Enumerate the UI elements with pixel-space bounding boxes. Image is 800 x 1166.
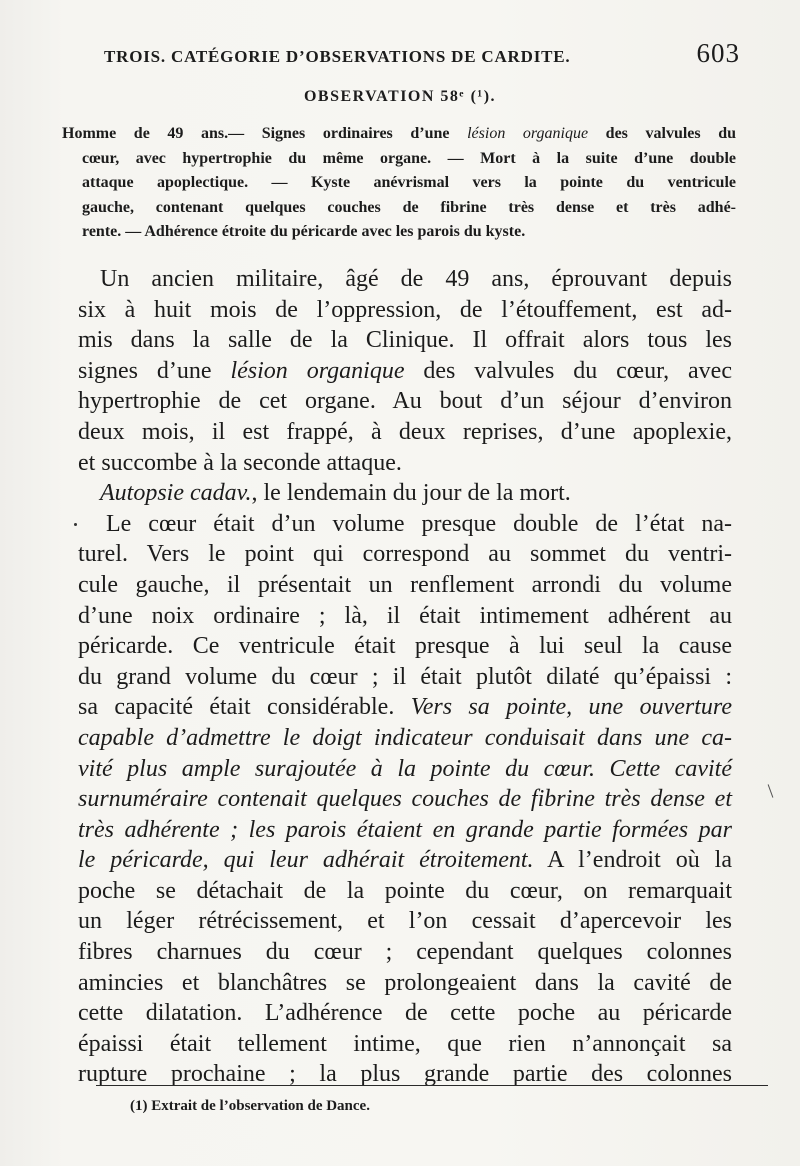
- page-header: [104, 38, 740, 70]
- body-text-run: péricarde. Ce ventricule était presque à lui seul la cause: [78, 633, 732, 660]
- body-text-run: , le lendemain du jour de la mort.: [251, 480, 571, 507]
- body-text-run: un léger rétrécissement, et l’on cessait d’apercevoir les: [78, 908, 732, 935]
- summary-text: Homme de 49 ans.— Signes ordinaires d’une: [62, 125, 468, 142]
- running-head: TROIS. CATÉGORIE D’OBSERVATIONS DE CARDITE.: [104, 47, 571, 66]
- page-number: 603: [696, 38, 740, 68]
- body-line: [78, 295, 732, 326]
- summary-text: attaque apoplectique. — Kyste anévrismal vers la pointe du ventricule: [82, 174, 736, 192]
- body-text-run: sa capacité était considérable.: [78, 694, 411, 721]
- body-text-run: et succombe à la seconde attaque.: [78, 449, 402, 476]
- body-line: [78, 386, 732, 417]
- body-text-run: hypertrophie de cet organe. Au bout d’un séjour d’environ: [78, 388, 732, 415]
- body-line: [78, 631, 732, 662]
- summary-line: [62, 122, 736, 147]
- body-line: [78, 448, 732, 479]
- body-line: [78, 692, 732, 723]
- body-italic-run: capable d’admettre le doigt indicateur conduisait dans une ca-: [78, 724, 732, 751]
- summary-line: [82, 171, 736, 196]
- body-text-run: A l’endroit où la: [533, 847, 732, 874]
- body-italic-run: très adhérente ; les parois étaient en grande partie formées par: [78, 816, 732, 843]
- body-line: [78, 601, 732, 632]
- body-text-run: turel. Vers le point qui correspond au sommet du ventri-: [78, 541, 732, 568]
- body-line: [78, 845, 732, 876]
- ink-mark: [768, 784, 774, 797]
- body-line: [78, 937, 732, 968]
- body-text-run: signes d’une: [78, 357, 231, 384]
- footnote: (1) Extrait de l’observation de Dance.: [130, 1098, 370, 1114]
- body-italic-run: surnuméraire contenait quelques couches de fibrine très dense et: [78, 786, 732, 813]
- body-line: [78, 723, 732, 754]
- observation-title: OBSERVATION 58ᵉ (¹).: [303, 88, 497, 105]
- body-line: [78, 815, 732, 846]
- body-line: [78, 998, 732, 1029]
- body-text-run: épaissi était tellement intime, que rien n’annonçait sa: [78, 1030, 732, 1057]
- body-text-run: cule gauche, il présentait un renflement arrondi du volume: [78, 571, 732, 598]
- body-text-run: du grand volume du cœur ; il était plutôt dilaté qu’épaissi :: [78, 663, 732, 690]
- body-text-run: fibres charnues du cœur ; cependant quelques colonnes: [78, 939, 732, 966]
- body-line: [78, 754, 732, 785]
- body-line: [78, 968, 732, 999]
- body-line: [78, 906, 732, 937]
- summary-text: gauche, contenant quelques couches de fibrine très dense et très adhé-: [82, 198, 736, 216]
- summary-italic: lésion organique: [467, 125, 589, 142]
- body-text-run: six à huit mois de l’oppression, de l’étouffement, est ad-: [78, 296, 732, 323]
- body-text-run: deux mois, il est frappé, à deux reprises, d’une apoplexie,: [78, 418, 732, 445]
- body-text-run: Le cœur était d’un volume presque double de l’état na-: [106, 510, 732, 537]
- body-italic-run: le péricarde, qui leur adhérait étroitement.: [78, 847, 534, 874]
- body-line: [78, 509, 732, 540]
- body-line: [78, 539, 732, 570]
- body-italic-run: lésion organique: [230, 357, 405, 384]
- body-line: [78, 417, 732, 448]
- body-italic-run: Autopsie cadav.: [100, 480, 252, 507]
- summary-line: [82, 196, 736, 221]
- body-text-run: Un ancien militaire, âgé de 49 ans, éprouvant depuis: [100, 266, 732, 292]
- summary-line: [82, 147, 736, 172]
- body-line: [78, 264, 732, 295]
- body-line: [78, 1029, 732, 1060]
- case-summary: [62, 122, 736, 245]
- body-line: [78, 478, 732, 509]
- footnote-rule: [96, 1085, 768, 1086]
- body-line: [78, 356, 732, 387]
- body-italic-run: vité plus ample surajoutée à la pointe du cœur. Cette cavité: [78, 755, 732, 782]
- body-text-run: poche se détachait de la pointe du cœur, on remarquait: [78, 877, 732, 904]
- body-line: [78, 876, 732, 907]
- body-text-run: mis dans la salle de la Clinique. Il offrait alors tous les: [78, 327, 732, 354]
- ink-mark: [74, 523, 77, 526]
- body-text-run: amincies et blanchâtres se prolongeaient dans la cavité de: [78, 969, 732, 996]
- body-text-run: cette dilatation. L’adhérence de cette poche au péricarde: [78, 1000, 732, 1027]
- body-italic-run: Vers sa pointe, une ouverture: [410, 694, 732, 721]
- summary-text: des valvules du: [588, 125, 737, 142]
- summary-text: cœur, avec hypertrophie du même organe. — Mort à la suite d’une double: [82, 149, 736, 167]
- body-line: [78, 662, 732, 693]
- summary-text: rente. — Adhérence étroite du péricarde avec les parois du kyste.: [82, 223, 526, 241]
- body-text-run: d’une noix ordinaire ; là, il était intimement adhérent au: [78, 602, 732, 629]
- body-text-run: des valvules du cœur, avec: [404, 357, 732, 384]
- body-line: [78, 325, 732, 356]
- body-text-run: rupture prochaine ; la plus grande partie des colonnes: [78, 1061, 732, 1088]
- body-line: [78, 570, 732, 601]
- summary-line: [82, 220, 736, 245]
- body-line: [78, 784, 732, 815]
- body-text: [78, 264, 732, 1090]
